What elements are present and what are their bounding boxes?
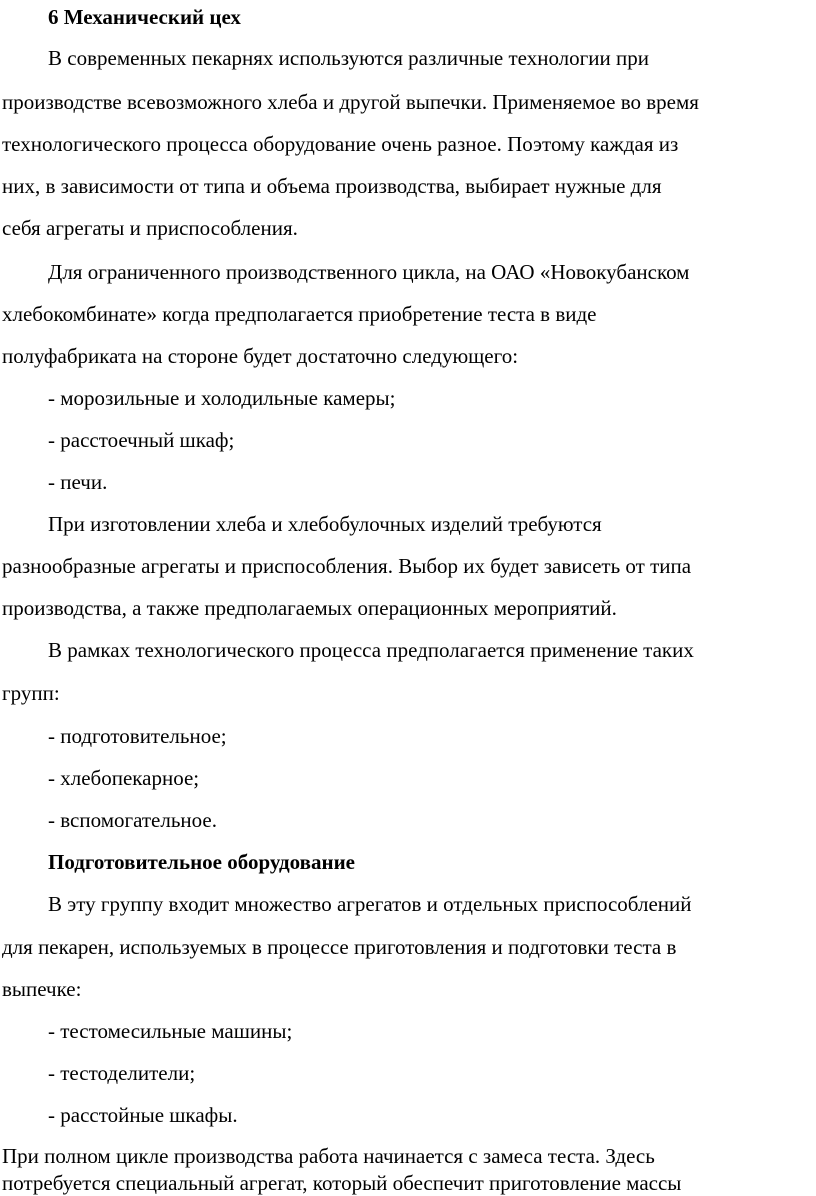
paragraph-1-line-5: себя агрегаты и приспособления. [2,216,298,240]
paragraph-1-line-1: В современных пекарнях используются различные технологии при [48,46,649,70]
paragraph-1-line-3: технологического процесса оборудование очень разное. Поэтому каждая из [2,132,679,156]
list-1-item-1: - морозильные и холодильные камеры; [48,386,396,410]
paragraph-2-line-1: Для ограниченного производственного цикла, на ОАО «Новокубанском [48,260,690,284]
list-2-item-2: - хлебопекарное; [48,766,200,790]
paragraph-5-line-1: В эту группу входит множество агрегатов и отдельных приспособлений [48,892,692,916]
list-1-item-2: - расстоечный шкаф; [48,428,235,452]
paragraph-2-line-3: полуфабриката на стороне будет достаточно следующего: [2,344,519,368]
paragraph-3-line-3: производства, а также предполагаемых операционных мероприятий. [2,596,617,620]
list-3-item-3: - расстойные шкафы. [48,1103,238,1127]
paragraph-4-line-2: групп: [2,681,60,705]
section-heading: 6 Механический цех [48,5,241,29]
paragraph-3-line-2: разнообразные агрегаты и приспособления. Выбор их будет зависеть от типа [2,554,692,578]
paragraph-1-line-4: них, в зависимости от типа и объема производства, выбирает нужные для [2,174,662,198]
list-3-item-2: - тестоделители; [48,1061,196,1085]
list-2-item-3: - вспомогательное. [48,808,217,832]
subsection-heading: Подготовительное оборудование [48,850,356,874]
paragraph-3-line-1: При изготовлении хлеба и хлебобулочных изделий требуются [48,512,602,536]
paragraph-4-line-1: В рамках технологического процесса предполагается применение таких [48,638,694,662]
paragraph-6-line-2: потребуется специальный агрегат, который обеспечит приготовление массы [2,1171,682,1195]
paragraph-6-line-1: При полном цикле производства работа начинается с замеса теста. Здесь [2,1144,655,1168]
paragraph-5-line-3: выпечке: [2,977,82,1001]
paragraph-5-line-2: для пекарен, используемых в процессе приготовления и подготовки теста в [2,935,677,959]
list-3-item-1: - тестомесильные машины; [48,1019,293,1043]
list-1-item-3: - печи. [48,470,108,494]
paragraph-2-line-2: хлебокомбинате» когда предполагается приобретение теста в виде [2,302,597,326]
paragraph-1-line-2: производстве всевозможного хлеба и другой выпечки. Применяемое во время [2,90,699,114]
list-2-item-1: - подготовительное; [48,724,227,748]
